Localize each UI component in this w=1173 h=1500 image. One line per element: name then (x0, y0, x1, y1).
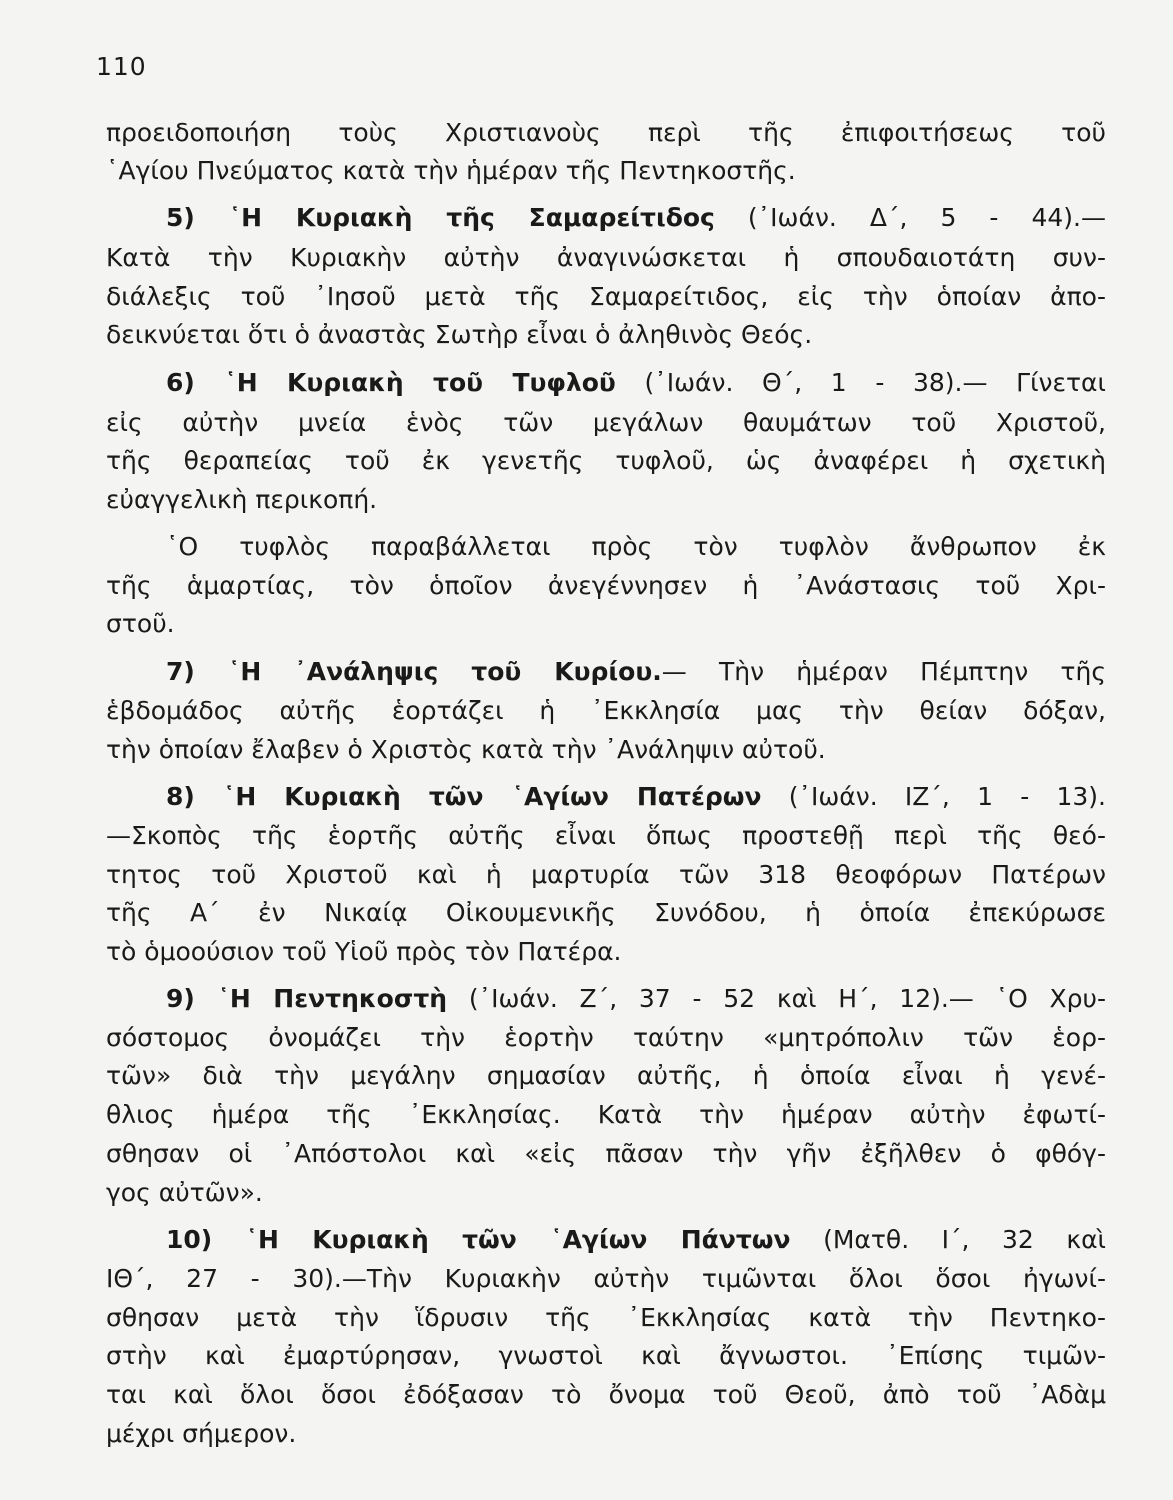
text-line (106, 571, 1106, 601)
text-segment: δεικνύεται ὅτι ὁ ἀναστὰς Σωτὴρ εἶναι ὁ ἀληθινὸς Θεός. (106, 320, 813, 349)
text-segment: τῆς ἁμαρτίας, τὸν ὁποῖον ἀνεγέννησεν ἡ ᾿Ανάστασις τοῦ Χρι- (106, 571, 1106, 600)
section-heading: 9) (166, 984, 218, 1013)
text-segment: τητος τοῦ Χριστοῦ καὶ ἡ μαρτυρία τῶν 318 θεοφόρων Πατέρων (106, 860, 1106, 889)
text-segment: ΙΘ΄, 27 - 30).—Τὴν Κυριακὴν αὐτὴν τιμῶνται ὅλοι ὅσοι ἠγωνί- (106, 1264, 1106, 1293)
text-line (106, 821, 1106, 851)
text-segment: (᾿Ιωάν. ΙΖ΄, 1 - 13). (761, 782, 1106, 811)
text-segment: ἑβδομάδος αὐτῆς ἑορτάζει ἡ ᾿Εκκλησία μας τὴν θείαν δόξαν, (106, 696, 1106, 725)
text-line (106, 1100, 1106, 1130)
text-line (106, 1341, 1106, 1371)
text-line (166, 657, 1106, 687)
text-segment: τὸ ὁμοούσιον τοῦ Υἱοῦ πρὸς τὸν Πατέρα. (106, 937, 622, 966)
text-segment: εὐαγγελικὴ περικοπή. (106, 485, 378, 514)
text-segment: σθησαν οἱ ᾿Απόστολοι καὶ «εἰς πᾶσαν τὴν γῆν ἐξῆλθεν ὁ φθόγ- (106, 1139, 1106, 1168)
text-segment: τῶν» διὰ τὴν μεγάλην σημασίαν αὐτῆς, ἡ ὁποία εἶναι ἡ γενέ- (106, 1061, 1106, 1090)
section-heading: 5) (166, 203, 229, 232)
text-line (106, 860, 1106, 890)
text-segment: θλιος ἡμέρα τῆς ᾿Εκκλησίας. Κατὰ τὴν ἡμέραν αὐτὴν ἐφωτί- (106, 1100, 1106, 1129)
page-number: 110 (96, 52, 147, 81)
text-line (106, 609, 1106, 639)
text-line (106, 1264, 1106, 1294)
text-segment: Κατὰ τὴν Κυριακὴν αὐτὴν ἀναγινώσκεται ἡ σπουδαιοτάτη συν- (106, 243, 1106, 272)
text-segment: στὴν καὶ ἐμαρτύρησαν, γνωστοὶ καὶ ἄγνωστοι. ᾿Επίσης τιμῶν- (106, 1341, 1106, 1370)
text-line (166, 782, 1106, 812)
text-line (106, 320, 1106, 350)
text-line (166, 203, 1106, 233)
section-heading: 7) (166, 657, 228, 686)
text-line (166, 984, 1106, 1014)
section-heading: 10) (166, 1225, 246, 1254)
text-segment: γος αὐτῶν». (106, 1178, 263, 1207)
section-heading: ῾Η Κυριακὴ τῆς Σαμαρείτιδος (228, 203, 715, 232)
text-segment: — Τὴν ἡμέραν Πέμπτην τῆς (661, 657, 1106, 686)
text-line (106, 408, 1106, 438)
text-line (106, 243, 1106, 273)
text-segment: τῆς θεραπείας τοῦ ἐκ γενετῆς τυφλοῦ, ὡς ἀναφέρει ἡ σχετικὴ (106, 446, 1106, 475)
text-line (106, 1303, 1106, 1333)
text-segment: σόστομος ὀνομάζει τὴν ἑορτὴν ταύτην «μητρόπολιν τῶν ἑορ- (106, 1023, 1106, 1052)
text-segment: (᾿Ιωάν. Δ΄, 5 - 44).— (714, 203, 1106, 232)
text-segment: —Σκοπὸς τῆς ἑορτῆς αὐτῆς εἶναι ὅπως προστεθῇ περὶ τῆς θεό- (106, 821, 1106, 850)
text-line (106, 1023, 1106, 1053)
section-heading: ῾Η Πεντηκοστὴ (217, 984, 448, 1013)
text-segment: ῾Ο τυφλὸς παραβάλλεται πρὸς τὸν τυφλὸν ἄνθρωπον ἐκ (166, 532, 1106, 561)
text-segment: ῾Αγίου Πνεύματος κατὰ τὴν ἡμέραν τῆς Πεντηκοστῆς. (106, 156, 796, 185)
text-line (106, 1178, 1106, 1208)
text-line (166, 532, 1106, 562)
text-line (106, 696, 1106, 726)
section-heading: ῾Η Κυριακὴ τῶν ῾Αγίων Πατέρων (222, 782, 762, 811)
text-segment: (Ματθ. Ι΄, 32 καὶ (790, 1225, 1107, 1254)
text-segment: προειδοποιήση τοὺς Χριστιανοὺς περὶ τῆς ἐπιφοιτήσεως τοῦ (106, 118, 1106, 147)
text-segment: σθησαν μετὰ τὴν ἵδρυσιν τῆς ᾿Εκκλησίας κατὰ τὴν Πεντηκο- (106, 1303, 1106, 1332)
text-line (166, 1225, 1106, 1255)
text-line (106, 735, 1106, 765)
text-line (106, 485, 1106, 515)
text-line (106, 937, 1106, 967)
section-heading: 6) (166, 368, 225, 397)
text-line (106, 898, 1106, 928)
text-line (106, 1061, 1106, 1091)
text-segment: τὴν ὁποίαν ἔλαβεν ὁ Χριστὸς κατὰ τὴν ᾿Ανάληψιν αὐτοῦ. (106, 735, 826, 764)
text-segment: (᾿Ιωάν. Ζ΄, 37 - 52 καὶ Η΄, 12).— ῾Ο Χρυ- (447, 984, 1106, 1013)
text-line (106, 1139, 1106, 1169)
text-segment: στοῦ. (106, 609, 175, 638)
text-segment: τῆς Α΄ ἐν Νικαίᾳ Οἰκουμενικῆς Συνόδου, ἡ ὁποία ἐπεκύρωσε (106, 898, 1106, 927)
text-segment: εἰς αὐτὴν μνεία ἑνὸς τῶν μεγάλων θαυμάτων τοῦ Χριστοῦ, (106, 408, 1106, 437)
text-segment: διάλεξις τοῦ ᾿Ιησοῦ μετὰ τῆς Σαμαρείτιδος, εἰς τὴν ὁποίαν ἀπο- (106, 282, 1106, 311)
text-segment: ται καὶ ὅλοι ὅσοι ἐδόξασαν τὸ ὄνομα τοῦ Θεοῦ, ἀπὸ τοῦ ᾿Αδὰμ (106, 1380, 1106, 1409)
text-line (106, 282, 1106, 312)
text-line (106, 118, 1106, 148)
section-heading: ῾Η Κυριακὴ τοῦ Τυφλοῦ (224, 368, 616, 397)
text-line (106, 446, 1106, 476)
text-segment: (᾿Ιωάν. Θ΄, 1 - 38).— Γίνεται (615, 368, 1106, 397)
text-line (106, 1380, 1106, 1410)
section-heading: ῾Η Κυριακὴ τῶν ῾Αγίων Πάντων (245, 1225, 791, 1254)
section-heading: ῾Η ᾿Ανάληψις τοῦ Κυρίου. (227, 657, 662, 686)
text-line (106, 1419, 1106, 1449)
text-line (166, 368, 1106, 398)
text-line (106, 156, 1106, 186)
text-segment: μέχρι σήμερον. (106, 1419, 297, 1448)
section-heading: 8) (166, 782, 223, 811)
